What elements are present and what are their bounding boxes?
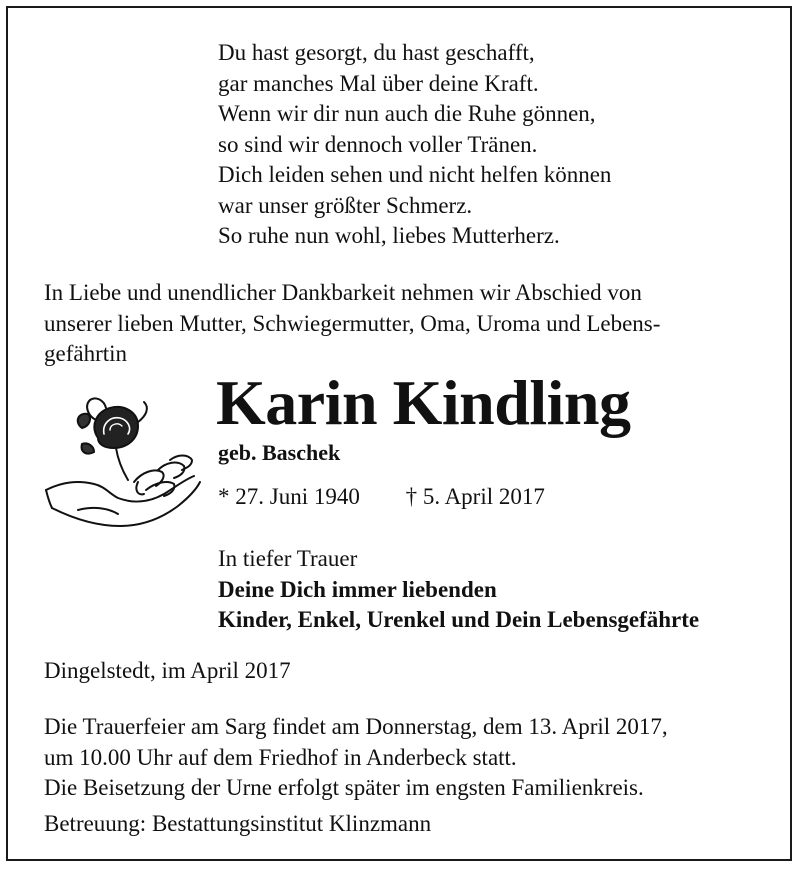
poem-line: Dich leiden sehen und nicht helfen können xyxy=(218,162,612,187)
mourners-line: Deine Dich immer liebenden xyxy=(218,576,497,602)
poem-line: so sind wir dennoch voller Tränen. xyxy=(218,131,538,157)
poem-line: war unser größter Schmerz. xyxy=(218,192,473,218)
poem-line: gar manches Mal über deine Kraft. xyxy=(218,70,539,96)
rose-in-hands-icon xyxy=(38,386,208,546)
poem xyxy=(218,38,611,252)
poem-line: Wenn wir dir nun auch die Ruhe gönnen, xyxy=(218,101,596,126)
funeral-details xyxy=(44,712,668,804)
life-dates xyxy=(218,484,545,510)
intro-line: unserer lieben Mutter, Schwiegermutter, Oma, Uroma und Lebens- xyxy=(44,310,661,336)
funeral-line: Die Beisetzung der Urne erfolgt später im engsten Familienkreis. xyxy=(44,775,644,800)
intro-line: In Liebe und unendlicher Dankbarkeit nehmen wir Abschied von xyxy=(44,280,642,305)
funeral-line: um 10.00 Uhr auf dem Friedhof in Anderbeck statt. xyxy=(44,744,517,770)
birth-date: * 27. Juni 1940 xyxy=(218,484,360,509)
death-date: † 5. April 2017 xyxy=(405,484,545,509)
intro-line: gefährtin xyxy=(44,341,128,366)
poem-line: So ruhe nun wohl, liebes Mutterherz. xyxy=(218,223,560,248)
farewell-intro xyxy=(44,278,774,370)
funeral-home: Betreuung: Bestattungsinstitut Klinzmann xyxy=(44,811,432,836)
mourners-intro: In tiefer Trauer xyxy=(218,546,358,571)
place-and-date: Dingelstedt, im April 2017 xyxy=(44,658,291,683)
poem-line: Du hast gesorgt, du hast geschafft, xyxy=(218,40,535,65)
maiden-name: geb. Baschek xyxy=(218,440,341,465)
obituary-frame xyxy=(6,6,792,861)
deceased-name: Karin Kindling xyxy=(216,367,631,438)
mourners xyxy=(218,544,699,636)
funeral-line: Die Trauerfeier am Sarg findet am Donnerstag, dem 13. April 2017, xyxy=(44,714,668,739)
mourners-line: Kinder, Enkel, Urenkel und Dein Lebensgefährte xyxy=(218,607,700,632)
